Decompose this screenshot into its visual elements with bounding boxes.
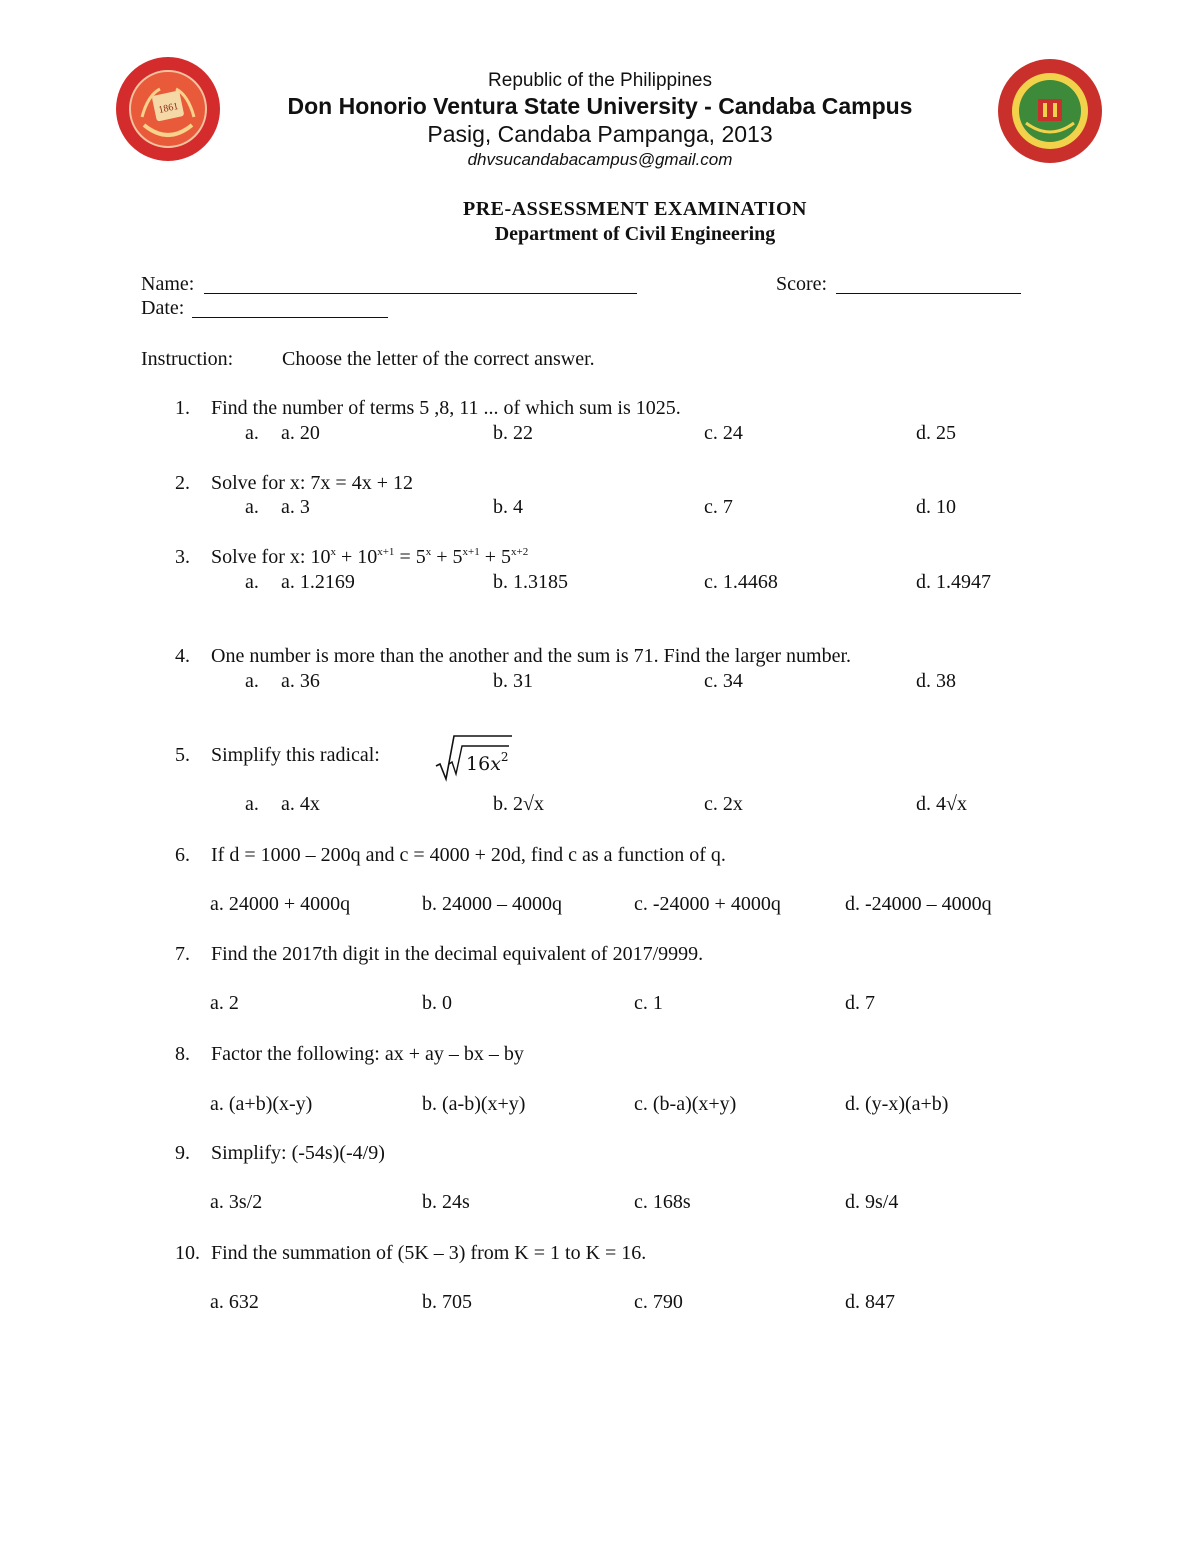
choice-d[interactable]: d. 7: [845, 992, 875, 1014]
choice-b[interactable]: b. 705: [422, 1291, 472, 1313]
svg-text:16x2: [466, 750, 509, 775]
choice-list-marker: a.: [245, 571, 259, 593]
choice-d[interactable]: d. 10: [916, 496, 956, 518]
choice-list-marker: a.: [245, 670, 259, 692]
question-number: 10.: [175, 1242, 200, 1264]
choice-d[interactable]: d. 38: [916, 670, 956, 692]
question-number: 7.: [175, 943, 190, 965]
header-republic: Republic of the Philippines: [488, 70, 712, 91]
question-number: 8.: [175, 1043, 190, 1065]
choice-d[interactable]: d. -24000 – 4000q: [845, 893, 992, 915]
choice-d[interactable]: d. 9s/4: [845, 1191, 899, 1213]
name-label: Name:: [141, 273, 195, 295]
choice-a[interactable]: a. 3: [281, 496, 310, 518]
header-university-name: Don Honorio Ventura State University - Candaba Campus: [287, 93, 913, 119]
question-text: Solve for x: 7x = 4x + 12: [211, 472, 413, 494]
exponent: x+2: [511, 546, 529, 558]
term: 10: [310, 546, 331, 568]
choice-b[interactable]: b. (a-b)(x+y): [422, 1093, 526, 1115]
question-text: One number is more than the another and the sum is 71. Find the larger number.: [211, 645, 852, 667]
exponent: x+1: [462, 546, 480, 558]
question-text: Simplify: (-54s)(-4/9): [211, 1142, 385, 1164]
choice-a[interactable]: a. 4x: [281, 793, 320, 815]
date-input-line[interactable]: [192, 317, 388, 318]
radical-var: x: [490, 753, 501, 775]
choice-c[interactable]: c. (b-a)(x+y): [634, 1093, 737, 1115]
exponent: x+1: [377, 546, 395, 558]
choice-list-marker: a.: [245, 422, 259, 444]
question-number: 3.: [175, 546, 190, 568]
choice-a[interactable]: a. 20: [281, 422, 320, 444]
radical-exp: 2: [500, 750, 509, 764]
term: 5: [415, 546, 426, 568]
exam-title: PRE-ASSESSMENT EXAMINATION: [463, 198, 807, 220]
question-text: Simplify this radical:: [211, 744, 380, 766]
term: 5: [501, 546, 511, 568]
choice-a[interactable]: a. (a+b)(x-y): [210, 1093, 313, 1115]
choice-b[interactable]: b. 31: [493, 670, 533, 692]
exponent: x: [425, 546, 432, 558]
choice-c[interactable]: c. 2x: [704, 793, 743, 815]
nested-radical-expression: [434, 734, 514, 782]
radical-coef: 16: [466, 753, 491, 775]
choice-a[interactable]: a. 3s/2: [210, 1191, 263, 1213]
choice-list-marker: a.: [245, 496, 259, 518]
choice-a[interactable]: a. 632: [210, 1291, 259, 1313]
question-text: Find the number of terms 5 ,8, 11 ... of which sum is 1025.: [211, 397, 681, 419]
question-text: If d = 1000 – 200q and c = 4000 + 20d, find c as a function of q.: [211, 844, 726, 866]
question-number: 5.: [175, 744, 190, 766]
question-text: Factor the following: ax + ay – bx – by: [211, 1043, 524, 1065]
choice-c[interactable]: c. 790: [634, 1291, 683, 1313]
choice-b[interactable]: b. 4: [493, 496, 523, 518]
header-email: dhvsucandabacampus@gmail.com: [467, 150, 733, 169]
name-input-line[interactable]: [204, 293, 637, 294]
question-lead: Solve for x:: [211, 546, 311, 568]
choice-a[interactable]: a. 1.2169: [281, 571, 355, 593]
choice-a[interactable]: a. 24000 + 4000q: [210, 893, 351, 915]
exponent: x: [330, 546, 336, 558]
date-label: Date:: [141, 297, 185, 319]
choice-a[interactable]: a. 2: [210, 992, 239, 1014]
choice-d[interactable]: d. 25: [916, 422, 956, 444]
question-text: Solve for x: $10^x + 10^{x+1} = 5^x + 5^{x+1} + 5^{x+2}$: [211, 546, 529, 568]
choice-c[interactable]: c. -24000 + 4000q: [634, 893, 781, 915]
term: 5: [452, 546, 463, 568]
instruction-label: Instruction:: [141, 348, 234, 370]
exam-department: Department of Civil Engineering: [494, 223, 776, 245]
choice-c[interactable]: c. 168s: [634, 1191, 691, 1213]
choice-c[interactable]: c. 1: [634, 992, 663, 1014]
choice-a[interactable]: a. 36: [281, 670, 320, 692]
question-text: Find the summation of (5K – 3) from K = 1 to K = 16.: [211, 1242, 647, 1264]
choice-d[interactable]: d. 1.4947: [916, 571, 991, 593]
question-number: 6.: [175, 844, 190, 866]
question-text: Find the 2017th digit in the decimal equivalent of 2017/9999.: [211, 943, 704, 965]
choice-b[interactable]: b. 0: [422, 992, 452, 1014]
choice-c[interactable]: c. 7: [704, 496, 733, 518]
choice-d[interactable]: d. (y-x)(a+b): [845, 1093, 949, 1115]
term: 10: [357, 546, 378, 568]
choice-c[interactable]: c. 24: [704, 422, 743, 444]
header-address: Pasig, Candaba Pampanga, 2013: [427, 121, 773, 147]
instruction-text: Choose the letter of the correct answer.: [282, 348, 595, 370]
choice-b[interactable]: b. 24s: [422, 1191, 470, 1213]
choice-b[interactable]: b. 1.3185: [493, 571, 568, 593]
question-number: 9.: [175, 1142, 190, 1164]
score-label: Score:: [776, 273, 828, 295]
choice-c[interactable]: c. 1.4468: [704, 571, 778, 593]
choice-c[interactable]: c. 34: [704, 670, 743, 692]
choice-b[interactable]: b. 2√x: [493, 793, 544, 815]
question-number: 4.: [175, 645, 190, 667]
score-input-line[interactable]: [836, 293, 1021, 294]
choice-d[interactable]: d. 4√x: [916, 793, 967, 815]
choice-d[interactable]: d. 847: [845, 1291, 895, 1313]
seal-year: 1861: [157, 100, 180, 116]
choice-list-marker: a.: [245, 793, 259, 815]
choice-b[interactable]: b. 24000 – 4000q: [422, 893, 562, 915]
question-number: 2.: [175, 472, 190, 494]
choice-b[interactable]: b. 22: [493, 422, 533, 444]
question-number: 1.: [175, 397, 190, 419]
